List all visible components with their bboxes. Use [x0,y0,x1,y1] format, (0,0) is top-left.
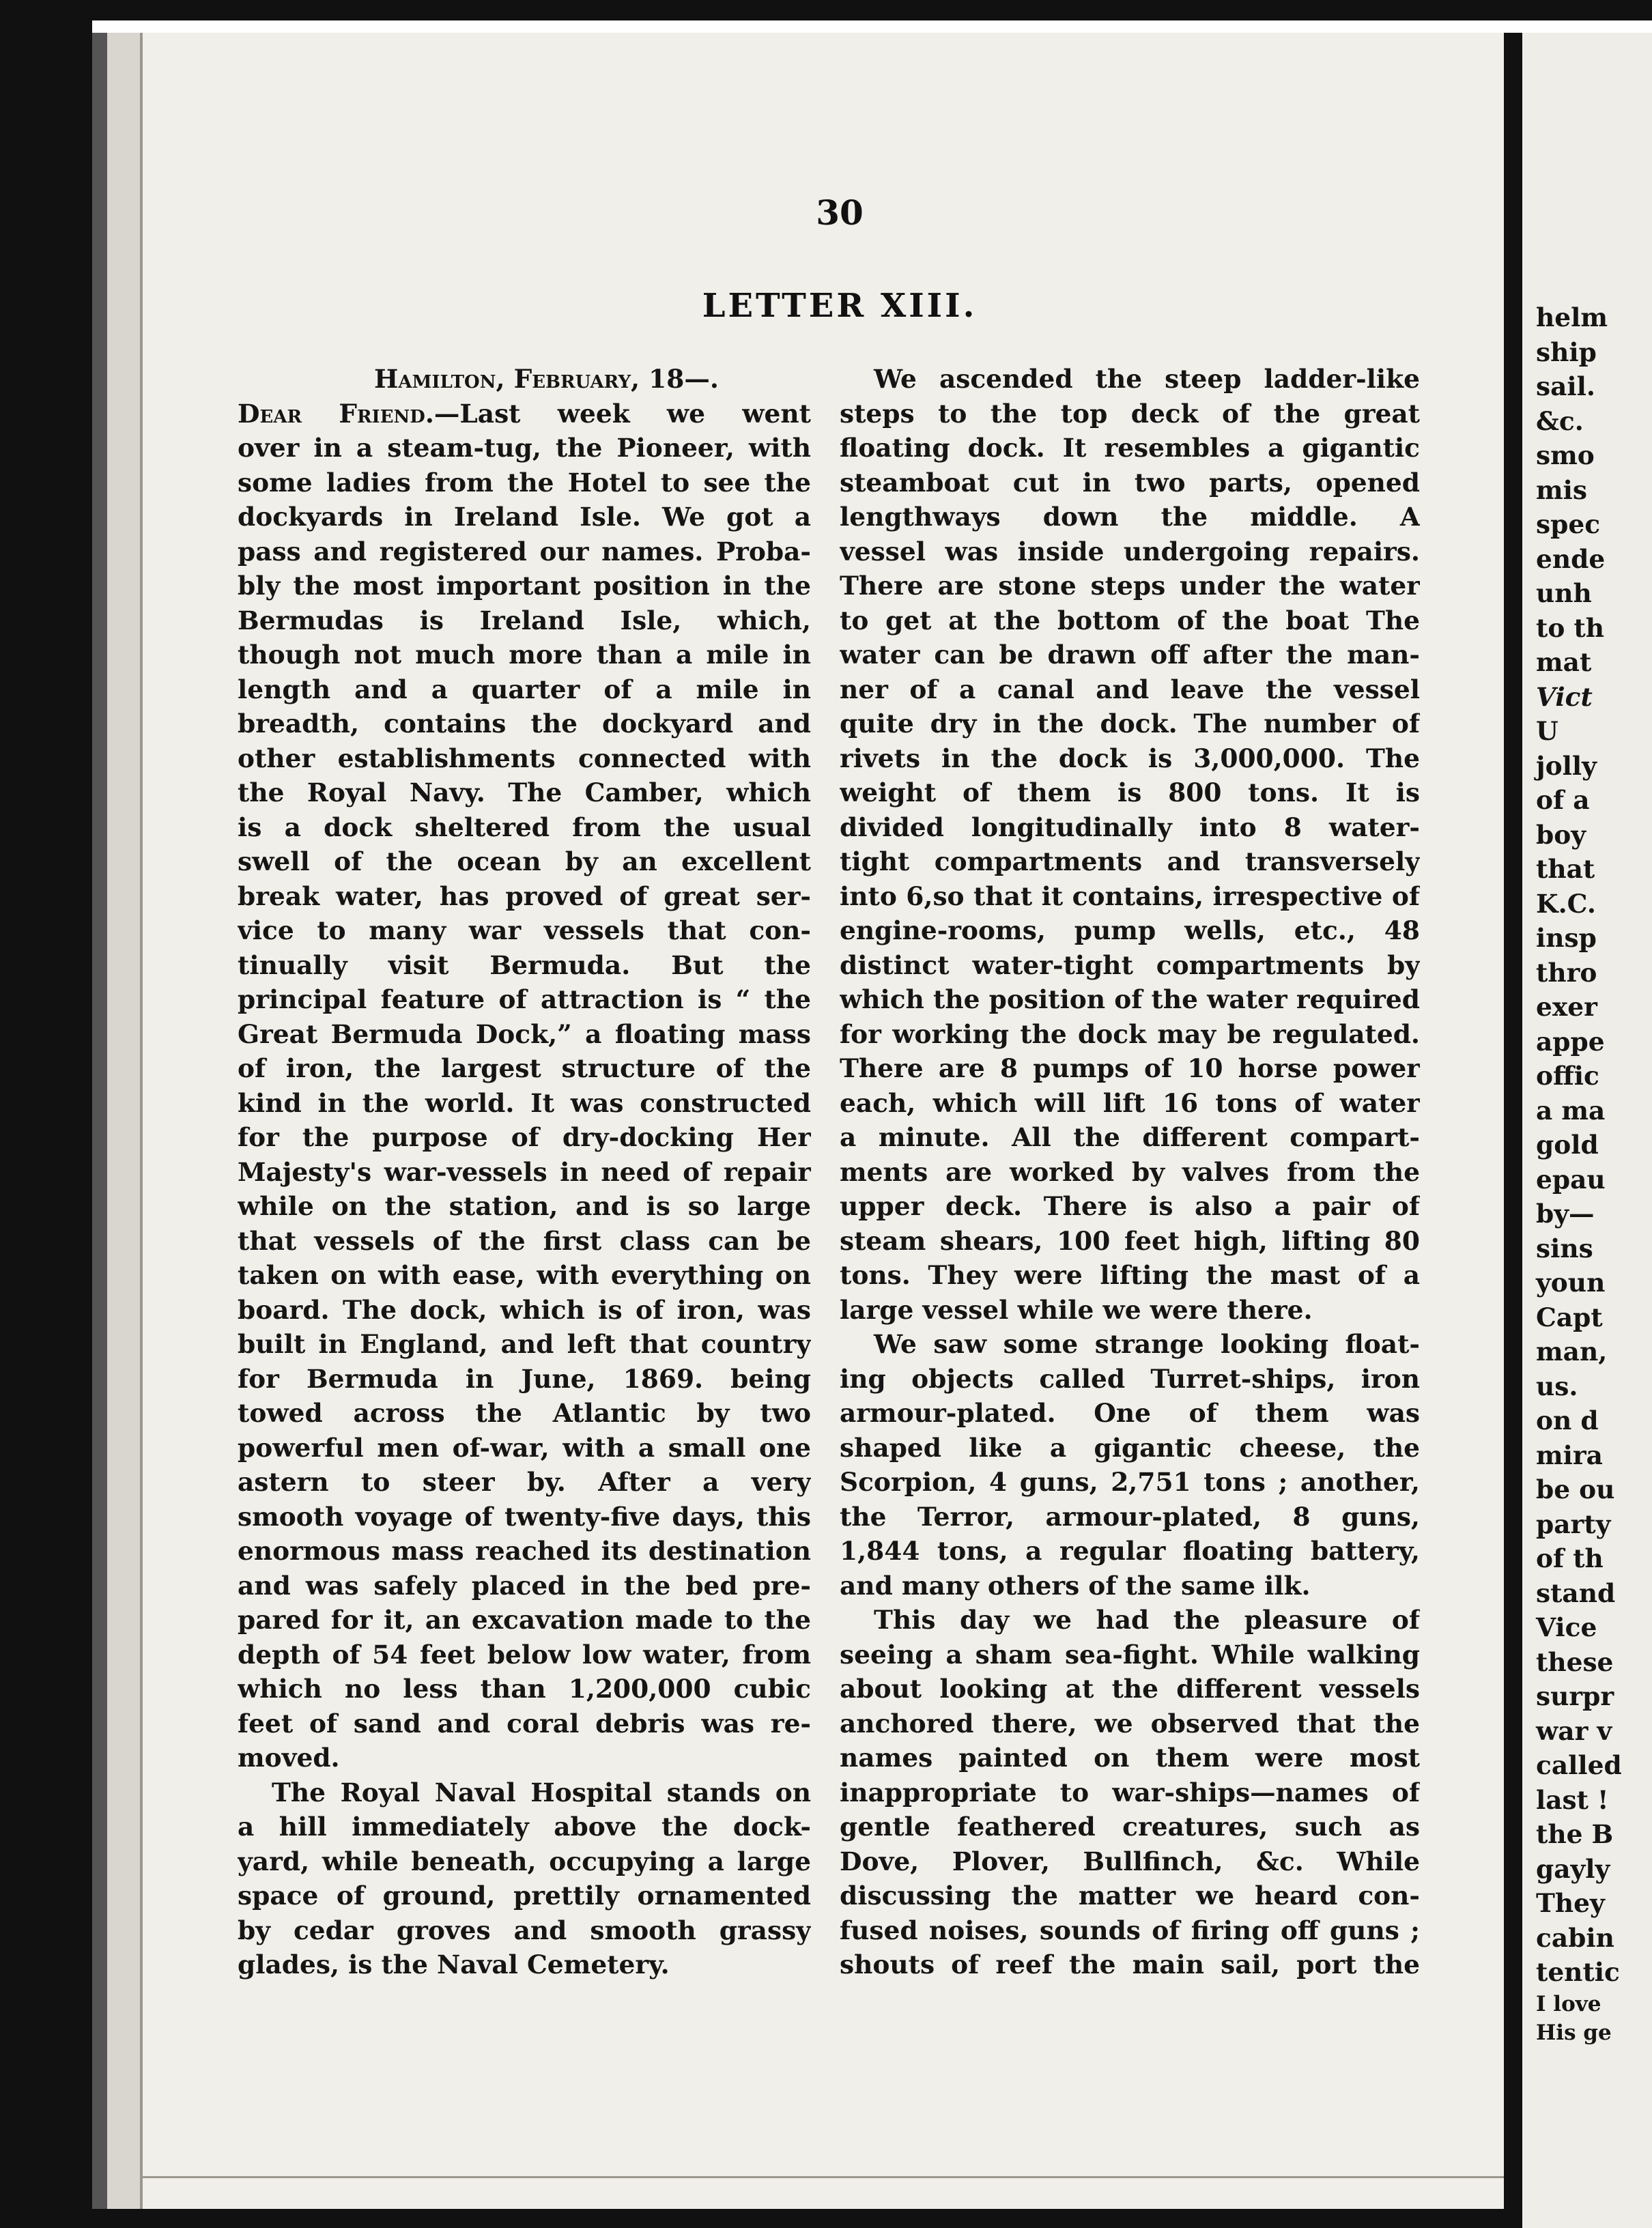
text-line: Great Bermuda Dock,” a floating mass [238,1018,811,1049]
text-line: a hill immediately above the dock- [238,1812,811,1842]
text-line: The Royal Naval Hospital stands on [272,1777,811,1808]
text-line: space of ground, prettily ornamented [238,1881,811,1911]
fragment-line: Vict [1536,681,1593,712]
text-line: There are 8 pumps of 10 horse power [840,1053,1420,1083]
fragment-line: unh [1536,578,1592,608]
text-line: inappropriate to war-ships—names of [840,1777,1420,1808]
text-line: by cedar groves and smooth grassy [238,1915,811,1945]
text-line: steps to the top deck of the great [840,398,1420,429]
text-line: seeing a sham sea-fight. While walking [840,1639,1420,1670]
page-border-bottom [140,2176,1504,2178]
fragment-line: surpr [1536,1681,1614,1711]
text-line: glades, is the Naval Cemetery. [238,1950,670,1980]
text-line: We ascended the steep ladder-like [874,364,1420,394]
text-line: fused noises, sounds of firing off guns ; [840,1915,1420,1945]
text-line: a minute. All the different compart- [840,1122,1420,1152]
text-line: principal feature of attraction is “ the [238,984,811,1014]
fragment-line: the B [1536,1819,1614,1849]
text-line: kind in the world. It was constructed [238,1087,811,1118]
fragment-line: Capt [1536,1302,1603,1332]
text-line: which no less than 1,200,000 cubic [238,1674,811,1704]
text-line: ments are worked by valves from the [840,1156,1420,1187]
text-line: distinct water-tight compartments by [840,949,1420,980]
text-line: Scorpion, 4 guns, 2,751 tons ; another, [840,1467,1420,1497]
text-line: while on the station, and is so large [238,1191,811,1221]
fragment-line: mira [1536,1440,1603,1470]
text-line: that vessels of the first class can be [238,1225,811,1256]
text-line: steam shears, 100 feet high, lifting 80 [840,1225,1420,1256]
text-line: powerful men of-war, with a small one [238,1432,811,1463]
text-column-right [840,362,1420,1982]
text-line: There are stone steps under the water [840,571,1420,601]
fragment-line: party [1536,1509,1611,1539]
text-column-left [238,362,811,1982]
fragment-line: mis [1536,474,1588,505]
text-line: towed across the Atlantic by two [238,1398,811,1428]
text-line: for the purpose of dry-docking Her [238,1122,811,1152]
text-line: break water, has proved of great ser- [238,881,811,911]
fragment-line: that [1536,854,1595,884]
text-line: smooth voyage of twenty-five days, this [238,1501,811,1532]
text-line: water can be drawn off after the man- [840,640,1420,670]
text-line: rivets in the dock is 3,000,000. The [840,743,1420,773]
text-line: Majesty's war-vessels in need of repair [238,1156,811,1187]
text-line: and was safely placed in the bed pre- [238,1570,811,1601]
text-line: some ladies from the Hotel to see the [238,467,811,498]
text-line: engine-rooms, pump wells, etc., 48 [840,915,1420,945]
fragment-line: smo [1536,440,1595,470]
text-line: tinually visit Bermuda. But the [238,949,811,980]
fragment-line: man, [1536,1337,1608,1367]
fragment-line: youn [1536,1268,1606,1298]
text-line: is a dock sheltered from the usual [238,812,811,842]
text-line: Dove, Plover, Bullfinch, &c. While [840,1846,1420,1876]
page-border-left [140,33,143,2209]
fragment-line: ende [1536,543,1606,574]
fragment-line: epau [1536,1164,1606,1195]
page-number: 30 [816,192,864,233]
fragment-line: be ou [1536,1474,1615,1504]
text-line: steamboat cut in two parts, opened [840,467,1420,498]
text-line: tons. They were lifting the mast of a [840,1260,1420,1290]
text-line: to get at the bottom of the boat The [840,605,1420,635]
fragment-line: I love [1536,1991,1601,2016]
fragment-line: stand [1536,1577,1616,1608]
text-line: gentle feathered creatures, such as [840,1812,1420,1842]
text-line: Dear Friend.—Last week we went [238,398,811,429]
gutter-shadow [1504,33,1522,2228]
text-line: floating dock. It resembles a gigantic [840,433,1420,463]
text-line: and many others of the same ilk. [840,1570,1311,1601]
text-line: This day we had the pleasure of [874,1605,1420,1635]
fragment-line: boy [1536,819,1586,850]
text-line: each, which will lift 16 tons of water [840,1087,1420,1118]
fragment-line: U [1536,716,1558,746]
dateline: Hamilton, February, 18—. [374,364,719,394]
fragment-line: spec [1536,509,1601,539]
fragment-line: thro [1536,957,1597,988]
text-line: board. The dock, which is of iron, was [238,1294,811,1325]
text-line: 1,844 tons, a regular floating battery, [840,1536,1420,1566]
text-line: feet of sand and coral debris was re- [238,1708,811,1739]
fragment-line: us. [1536,1371,1578,1401]
fragment-line: sail. [1536,371,1595,401]
fragment-line: ship [1536,337,1597,367]
text-line: divided longitudinally into 8 water- [840,812,1420,842]
text-line: pared for it, an excavation made to the [238,1605,811,1635]
text-line: lengthways down the middle. A [840,502,1420,532]
fragment-line: mat [1536,647,1592,677]
text-line: about looking at the different vessels [840,1674,1420,1704]
text-line: ner of a canal and leave the vessel [840,674,1420,704]
text-line: tight compartments and transversely [840,846,1420,876]
text-line: built in England, and left that country [238,1329,811,1359]
salutation: Dear Friend. [238,398,434,429]
text-line: quite dry in the dock. The number of [840,709,1420,739]
fragment-line: insp [1536,923,1597,953]
text-line: moved. [238,1743,340,1773]
fragment-line: exer [1536,992,1597,1022]
fragment-line: by— [1536,1199,1595,1229]
text-line: pass and registered our names. Proba- [238,536,811,567]
text-line: anchored there, we observed that the [840,1708,1420,1739]
text-line: vice to many war vessels that con- [238,915,811,945]
scan-bottom-edge [0,2209,1652,2228]
fragment-line: a ma [1536,1095,1606,1126]
text-line: the Terror, armour-plated, 8 guns, [840,1501,1420,1532]
text-line: armour-plated. One of them was [840,1398,1420,1428]
text-line: swell of the ocean by an excellent [238,846,811,876]
text-line: other establishments connected with [238,743,811,773]
fragment-line: of a [1536,785,1590,815]
text-line: of iron, the largest structure of the [238,1053,811,1083]
text-line: weight of them is 800 tons. It is [840,777,1420,808]
text-line: taken on with ease, with everything on [238,1260,811,1290]
text-line: breadth, contains the dockyard and [238,709,811,739]
scan-left-edge [0,0,92,2228]
fragment-line: gayly [1536,1853,1610,1884]
text-line: the Royal Navy. The Camber, which [238,777,811,808]
fragment-line: Vice [1536,1612,1597,1642]
adjacent-page-text [1536,300,1622,2047]
text-line: dockyards in Ireland Isle. We got a [238,502,811,532]
fragment-line: these [1536,1646,1614,1677]
fragment-line: K.C. [1536,888,1596,919]
text-line: bly the most important position in the [238,571,811,601]
fragment-line: &c. [1536,405,1584,436]
text-line: though not much more than a mile in [238,640,811,670]
fragment-line: war v [1536,1715,1612,1746]
fragment-line: His ge [1536,2020,1612,2045]
fragment-line: cabin [1536,1922,1614,1953]
fragment-line: tentic [1536,1957,1620,1987]
fragment-line: helm [1536,302,1608,332]
scan-top-edge [0,0,1652,20]
text-line: shaped like a gigantic cheese, the [840,1432,1420,1463]
text-line: large vessel while we were there. [840,1294,1313,1325]
fragment-line: jolly [1536,750,1597,781]
fragment-line: called [1536,1750,1622,1780]
fragment-line: offic [1536,1061,1599,1091]
text-line: into 6,so that it contains, irrespective of [840,881,1420,911]
fragment-line: of th [1536,1543,1604,1573]
fragment-line: last ! [1536,1784,1609,1815]
text-line: astern to steer by. After a very [238,1467,811,1497]
text-line: shouts of reef the main sail, port the [840,1950,1420,1980]
text-line: enormous mass reached its destination [238,1536,811,1566]
text-line: ing objects called Turret-ships, iron [840,1363,1420,1394]
text-line: names painted on them were most [840,1743,1420,1773]
page-stack-edge [92,33,107,2209]
letter-title: LETTER XIII. [702,287,978,325]
text-line: vessel was inside undergoing repairs. [840,536,1420,567]
fragment-line: appe [1536,1026,1605,1057]
page-stack-edge-2 [107,33,140,2209]
text-line: depth of 54 feet below low water, from [238,1639,811,1670]
text-line: over in a steam-tug, the Pioneer, with [238,433,811,463]
fragment-line: They [1536,1888,1605,1918]
text-line: length and a quarter of a mile in [238,674,811,704]
fragment-line: on d [1536,1405,1599,1436]
text-line: upper deck. There is also a pair of [840,1191,1420,1221]
text-line: We saw some strange looking float- [874,1329,1420,1359]
text-line: for working the dock may be regulated. [840,1018,1420,1049]
text-line: yard, while beneath, occupying a large [238,1846,811,1876]
adjacent-page-fragment [1522,33,1652,2228]
text-line: which the position of the water required [840,984,1420,1014]
fragment-line: sins [1536,1233,1593,1263]
fragment-line: to th [1536,612,1604,643]
text-line: Bermudas is Ireland Isle, which, [238,605,811,635]
text-line: for Bermuda in June, 1869. being [238,1363,811,1394]
fragment-line: gold [1536,1130,1599,1160]
text-line: discussing the matter we heard con- [840,1881,1420,1911]
